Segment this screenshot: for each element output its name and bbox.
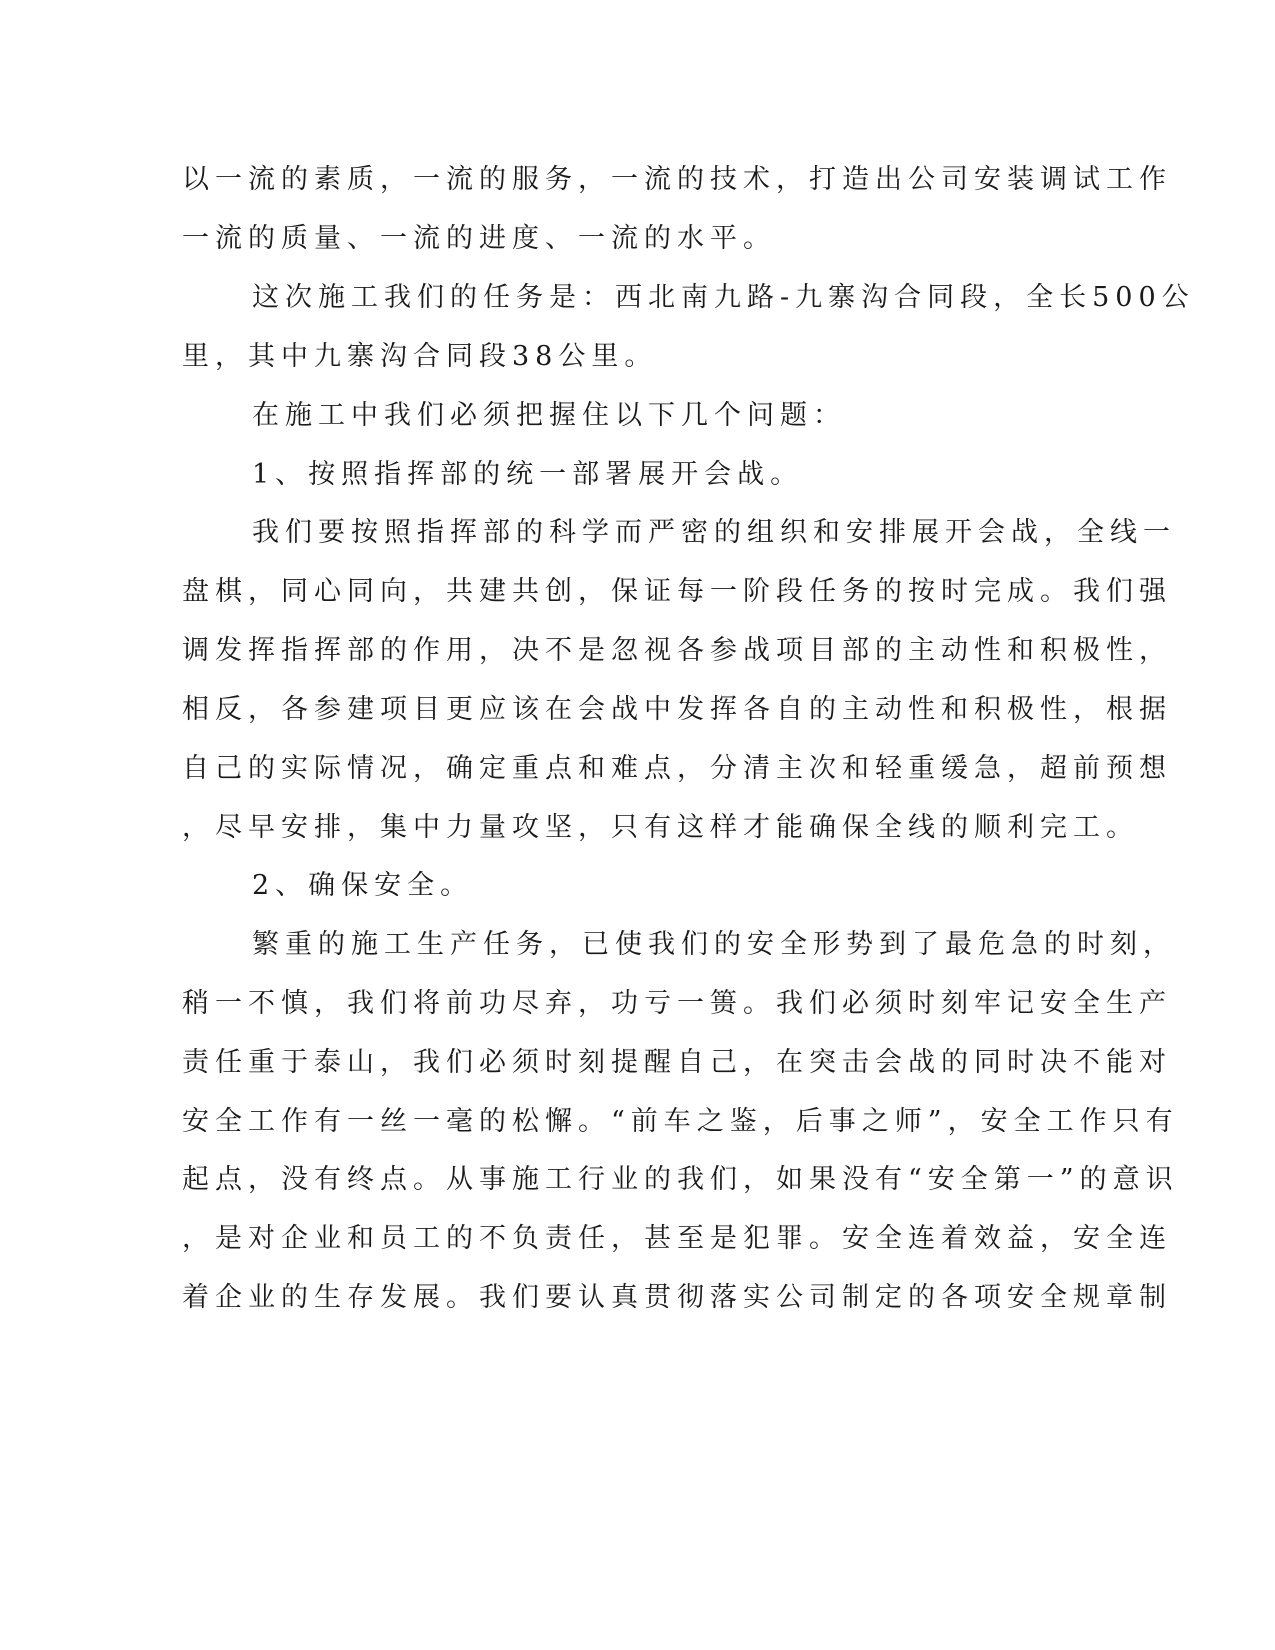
text-line: 调发挥指挥部的作用，决不是忽视各参战项目部的主动性和积极性， bbox=[182, 635, 1172, 666]
text-line: ，是对企业和员工的不负责任，甚至是犯罪。安全连着效益，安全连 bbox=[182, 1223, 1172, 1254]
text-line: 繁重的施工生产任务，已使我们的安全形势到了最危急的时刻， bbox=[252, 929, 1176, 960]
text-line: 着企业的生存发展。我们要认真贯彻落实公司制定的各项安全规章制 bbox=[182, 1282, 1172, 1313]
text-line: 盘棋，同心同向，共建共创，保证每一阶段任务的按时完成。我们强 bbox=[182, 576, 1172, 607]
text-line: 自己的实际情况，确定重点和难点，分清主次和轻重缓急，超前预想 bbox=[182, 753, 1172, 784]
text-line: 我们要按照指挥部的科学而严密的组织和安排展开会战，全线一 bbox=[252, 517, 1176, 548]
text-line: 里，其中九寨沟合同段38公里。 bbox=[182, 341, 658, 372]
text-line: 这次施工我们的任务是：西北南九路-九寨沟合同段，全长500公 bbox=[252, 282, 1195, 313]
text-line: 一流的质量、一流的进度、一流的水平。 bbox=[182, 223, 776, 254]
text-line: 以一流的素质，一流的服务，一流的技术，打造出公司安装调试工作 bbox=[182, 164, 1172, 195]
text-line: 安全工作有一丝一毫的松懈。“前车之鉴，后事之师”，安全工作只有 bbox=[182, 1106, 1179, 1137]
list-heading-2: 2、确保安全。 bbox=[252, 870, 474, 901]
text-line: 责任重于泰山，我们必须时刻提醒自己，在突击会战的同时决不能对 bbox=[182, 1047, 1172, 1078]
text-line: 相反，各参建项目更应该在会战中发挥各自的主动性和积极性，根据 bbox=[182, 694, 1172, 725]
text-line: 起点，没有终点。从事施工行业的我们，如果没有“安全第一”的意识 bbox=[182, 1164, 1179, 1195]
text-line: ，尽早安排，集中力量攻坚，只有这样才能确保全线的顺利完工。 bbox=[182, 812, 1139, 843]
list-heading-1: 1、按照指挥部的统一部署展开会战。 bbox=[252, 459, 804, 490]
text-line: 稍一不慎，我们将前功尽弃，功亏一篑。我们必须时刻牢记安全生产 bbox=[182, 988, 1172, 1019]
text-line: 在施工中我们必须把握住以下几个问题： bbox=[252, 400, 846, 431]
